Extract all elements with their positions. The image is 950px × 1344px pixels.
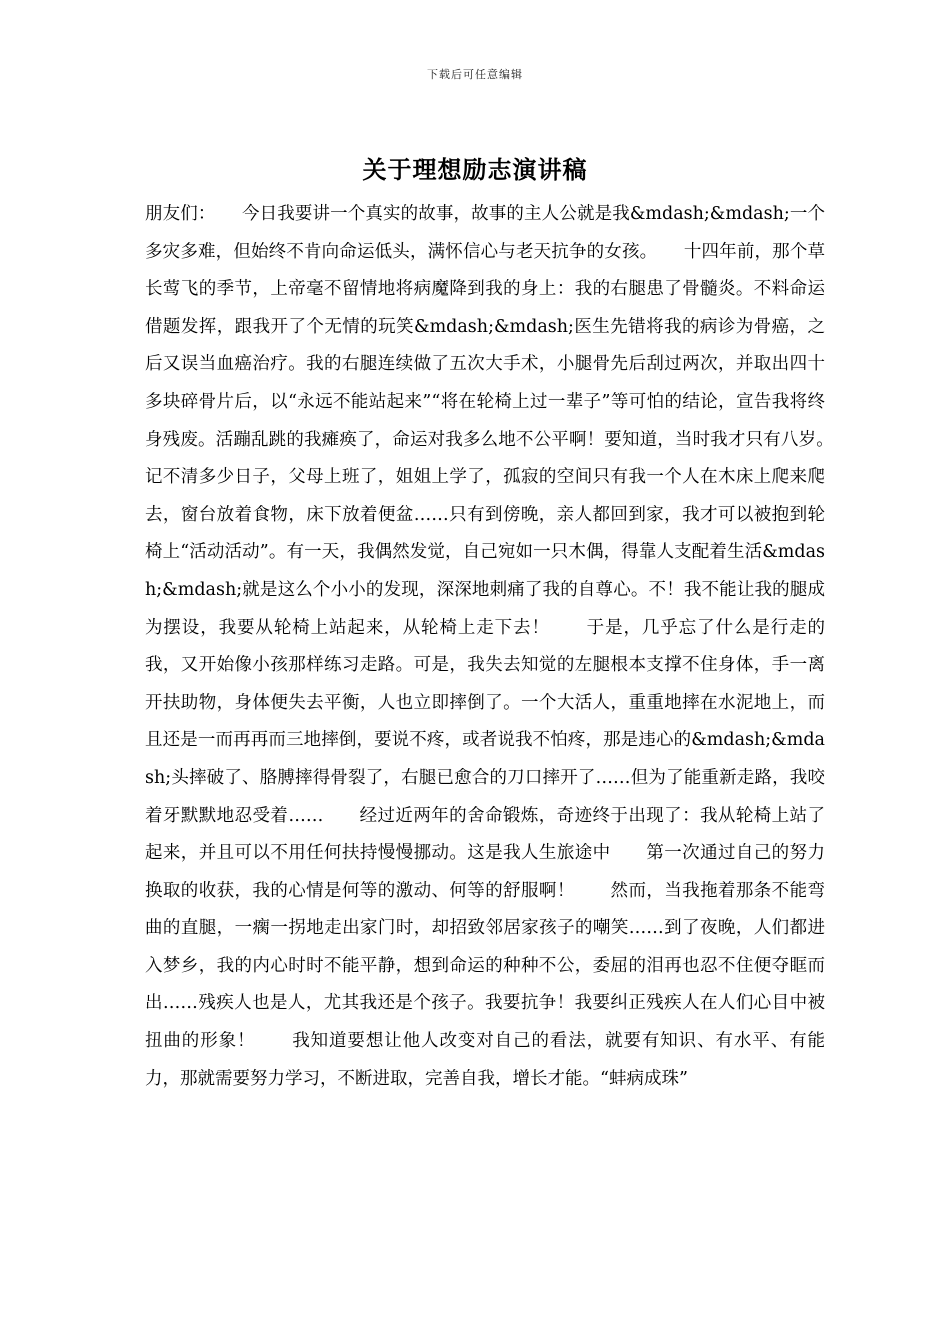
document-body: 朋友们： 今日我要讲一个真实的故事，故事的主人公就是我&mdash;&mdash;一个多灾多难，但始终不肯向命运低头，满怀信心与老天抗争的女孩。 十四年前，那个草长莺飞的季节，上帝毫不留情地将病魔降到我的身上：我的右腿患了骨髓炎。不料命运借题发挥，跟我开了个无情的玩笑&mdash;&mdash;医生先错将我的病诊为骨癌，之后又误当血癌治疗。我的右腿连续做了五次大手术，小腿骨先后刮过两次，并取出四十多块碎骨片后，以“永远不能站起来”“将在轮椅上过一辈子”等可怕的结论，宣告我将终身残废。活蹦乱跳的我瘫痪了，命运对我多么地不公平啊！要知道，当时我才只有八岁。 记不清多少日子，父母上班了，姐姐上学了，孤寂的空间只有我一个人在木床上爬来爬去，窗台放着食物，床下放着便盆……只有到傍晚，亲人都回到家，我才可以被抱到轮椅上“活动活动”。有一天，我偶然发觉，自己宛如一只木偶，得靠人支配着生活&mdash;&mdash;就是这么个小小的发现，深深地刺痛了我的自尊心。不！我不能让我的腿成为摆设，我要从轮椅上站起来，从轮椅上走下去！ 于是，几乎忘了什么是行走的我，又开始像小孩那样练习走路。可是，我失去知觉的左腿根本支撑不住身体，手一离开扶助物，身体便失去平衡，人也立即摔倒了。一个大活人，重重地摔在水泥地上，而且还是一而再再而三地摔倒，要说不疼，或者说我不怕疼，那是违心的&mdash;&mdash;头摔破了、胳膊摔得骨裂了，右腿已愈合的刀口摔开了……但为了能重新走路，我咬着牙默默地忍受着…… 经过近两年的舍命锻炼，奇迹终于出现了：我从轮椅上站了起来，并且可以不用任何扶持慢慢挪动。这是我人生旅途中 第一次通过自己的努力换取的收获，我的心情是何等的激动、何等的舒服啊！ 然而，当我拖着那条不能弯曲的直腿，一瘸一拐地走出家门时，却招致邻居家孩子的嘲笑……到了夜晚，人们都进入梦乡，我的内心时时不能平静，想到命运的种种不公，委屈的泪再也忍不住便夺眶而出……残疾人也是人，尤其我还是个孩子。我要抗争！我要纠正残疾人在人们心目中被扭曲的形象！ 我知道要想让他人改变对自己的看法，就要有知识、有水平、有能力，那就需要努力学习，不断进取，完善自我，增长才能。“蚌病成珠”	[145, 204, 860, 1089]
page-header-note: 下载后可任意编辑	[427, 68, 523, 81]
document-title: 关于理想励志演讲稿	[362, 156, 588, 184]
